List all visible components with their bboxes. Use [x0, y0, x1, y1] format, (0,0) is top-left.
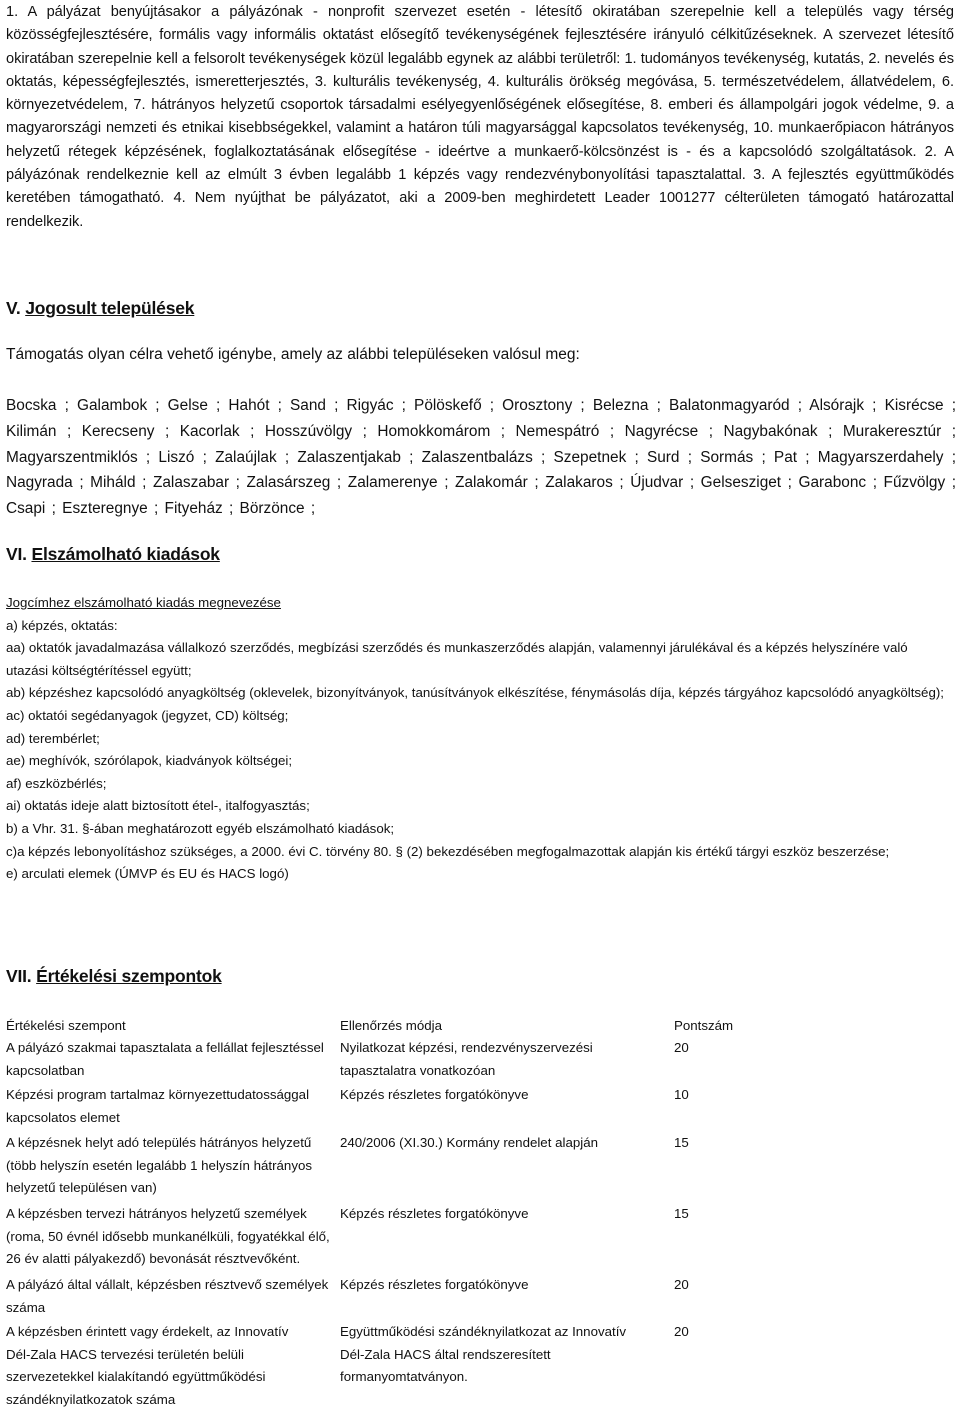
table-row: [6, 1132, 956, 1203]
eligible-costs: [6, 592, 956, 886]
cost-item: ad) terembérlet;: [6, 730, 100, 746]
method-cell: Képzés részletes forgatókönyve: [340, 1206, 529, 1221]
cost-item: ae) meghívók, szórólapok, kiadványok költségei;: [6, 753, 293, 769]
section-title: Értékelési szempontok: [36, 966, 222, 986]
criterion-cell: A pályázó által vállalt, képzésben résztvevő személyek száma: [6, 1277, 329, 1315]
cost-item: e) arculati elemek (ÚMVP és EU és HACS logó): [6, 866, 289, 882]
section-number: VII.: [6, 966, 32, 986]
header-method: Ellenőrzés módja: [340, 1018, 442, 1033]
points-cell: 20: [674, 1277, 689, 1292]
eligible-towns-list: Bocska ; Galambok ; Gelse ; Hahót ; Sand ; Rigyác ; Pölöskefő ; Orosztony ; Belezna ; Balatonmagyaród ; Alsórajk ; Kisrécse ; Kilimán ; Kerecseny ; Kacorlak ; Hosszúvölgy ; Homokkomárom ; Nemespátró ; Nagyrécse ; Nagybakónak ; Murakeresztúr ; Magyarszentmiklós ; Liszó ; Zalaújlak ; Zalaszentjakab ; Zalaszentbalázs ; Szepetnek ; Surd ; Sormás ; Pat ; Magyarszerdahely ; Nagyrada ; Miháld ; Zalaszabar ; Zalasárszeg ; Zalamerenye ; Zalakomár ; Zalakaros ; Újudvar ; Gelsesziget ; Garabonc ; Fűzvölgy ; Csapi ; Eszteregnye ; Fityeház ; Börzönce ;: [6, 397, 956, 518]
method-cell: Nyilatkozat képzési, rendezvényszervezési tapasztalatra vonatkozóan: [340, 1040, 593, 1078]
criterion-cell: A pályázó szakmai tapasztalata a fellállat fejlesztéssel kapcsolatban: [6, 1040, 324, 1078]
section-vi-heading: [6, 544, 220, 565]
header-points: Pontszám: [674, 1018, 734, 1033]
method-cell: Képzés részletes forgatókönyve: [340, 1277, 529, 1292]
cost-item: utazási költségtérítéssel együtt;: [6, 662, 192, 678]
method-cell: Képzés részletes forgatókönyve: [340, 1087, 529, 1102]
method-cell: 240/2006 (XI.30.) Kormány rendelet alapján: [340, 1135, 598, 1150]
points-cell: 15: [674, 1135, 689, 1150]
criterion-cell: A képzésben érintett vagy érdekelt, az Innovatív Dél-Zala HACS tervezési területén belüli szervezetekkel kialakítandó együttműködési szándéknyilatkozatok száma: [6, 1324, 289, 1407]
table-header-row: [6, 1015, 956, 1037]
section-number: VI.: [6, 544, 27, 564]
points-cell: 15: [674, 1206, 689, 1221]
criterion-cell: A képzésben tervezi hátrányos helyzetű személyek (roma, 50 évnél idősebb munkanélküli, fogyatékkal élő, 26 év alatti pályakezdő) bevonását résztvevőként.: [6, 1206, 330, 1267]
table-row: [6, 1274, 956, 1321]
cost-item: a) képzés, oktatás:: [6, 617, 118, 633]
cost-item: ac) oktatói segédanyagok (jegyzet, CD) költség;: [6, 707, 289, 723]
criterion-cell: Képzési program tartalmaz környezettudatossággal kapcsolatos elemet: [6, 1087, 310, 1125]
table-row: [6, 1084, 956, 1132]
cost-item: ai) oktatás ideje alatt biztosított étel-, italfogyasztás;: [6, 798, 310, 814]
cost-item: b) a Vhr. 31. §-ában meghatározott egyéb elszámolható kiadások;: [6, 820, 395, 836]
criterion-cell: A képzésnek helyt adó település hátrányos helyzetű (több helyszín esetén legalább 1 helyszín hátrányos helyzetű településen van): [6, 1135, 313, 1196]
section-v-lead: Támogatás olyan célra vehető igénybe, amely az alábbi településeken valósul meg:: [6, 346, 580, 363]
section-title: Elszámolható kiadások: [31, 544, 220, 564]
evaluation-table: [6, 1015, 956, 1413]
cost-item: ab) képzéshez kapcsolódó anyagköltség (oklevelek, bizonyítványok, tanúsítványok elkészítése, fénymásolás díja, képzés tárgyához kapcsolódó anyagköltség);: [6, 685, 944, 701]
method-cell: Együttműködési szándéknyilatkozat az Innovatív Dél-Zala HACS által rendszeresített formanyomtatványon.: [340, 1324, 627, 1385]
points-cell: 20: [674, 1040, 689, 1055]
cost-item: aa) oktatók javadalmazása vállalkozó szerződés, megbízási szerződés és munkaszerződés alapján, valamennyi járulékával és a képzés helyszínére való: [6, 640, 908, 656]
section-vii-heading: [6, 966, 222, 987]
header-criterion: Értékelési szempont: [6, 1018, 126, 1033]
section-v-heading: [6, 298, 194, 319]
costs-subheading: Jogcímhez elszámolható kiadás megnevezése: [6, 595, 281, 610]
table-row: [6, 1203, 956, 1274]
points-cell: 10: [674, 1087, 689, 1102]
cost-item: c)a képzés lebonyolításhoz szükséges, a 2000. évi C. törvény 80. § (2) bekezdésében megfogalmazottak alapján kis értékű tárgyi eszköz beszerzése;: [6, 843, 890, 859]
section-title: Jogosult települések: [25, 298, 195, 318]
table-row: [6, 1321, 956, 1413]
table-row: [6, 1037, 956, 1084]
eligibility-paragraph: 1. A pályázat benyújtásakor a pályázónak - nonprofit szervezet esetén - létesítő okiratában szerepelnie kell a település vagy térség közösségfejlesztésére, formális vagy informális oktatást elősegítő tevékenységének fejlesztésére irányuló célkitűzéseknek. A szervezet létesítő okiratában szerepelnie kell a felsorolt tevékenységek közül legalább egynek az alábbi területről: 1. tudományos tevékenység, kutatás, 2. nevelés és oktatás, képességfejlesztés, ismeretterjesztés, 3. kulturális tevékenység, 4. kulturális örökség megóvása, 5. természetvédelem, állatvédelem, 6. környezetvédelem, 7. hátrányos helyzetű csoportok társadalmi esélyegyenlőségének elősegítése, 8. emberi és állampolgári jogok védelme, 9. a magyarországi nemzeti és etnikai kisebbségekkel, valamint a határon túli magyarsággal kapcsolatos tevékenység, 10. munkaerőpiacon hátrányos helyzetű rétegek képzésének, foglalkoztatásának elősegítése - ideértve a munkaerő-kölcsönzést is - és a kapcsolódó szolgáltatások. 2. A pályázónak rendelkeznie kell az elmúlt 3 évben legalább 1 képzés vagy rendezvénybonyolítási tapasztalattal. 3. A fejlesztés együttműködés keretében támogatható. 4. Nem nyújthat be pályázatot, aki a 2009-ben meghirdetett Leader 1001277 célterületen támogató határozattal rendelkezik.: [6, 4, 954, 230]
cost-item: af) eszközbérlés;: [6, 775, 107, 791]
points-cell: 20: [674, 1324, 689, 1339]
section-number: V.: [6, 298, 21, 318]
